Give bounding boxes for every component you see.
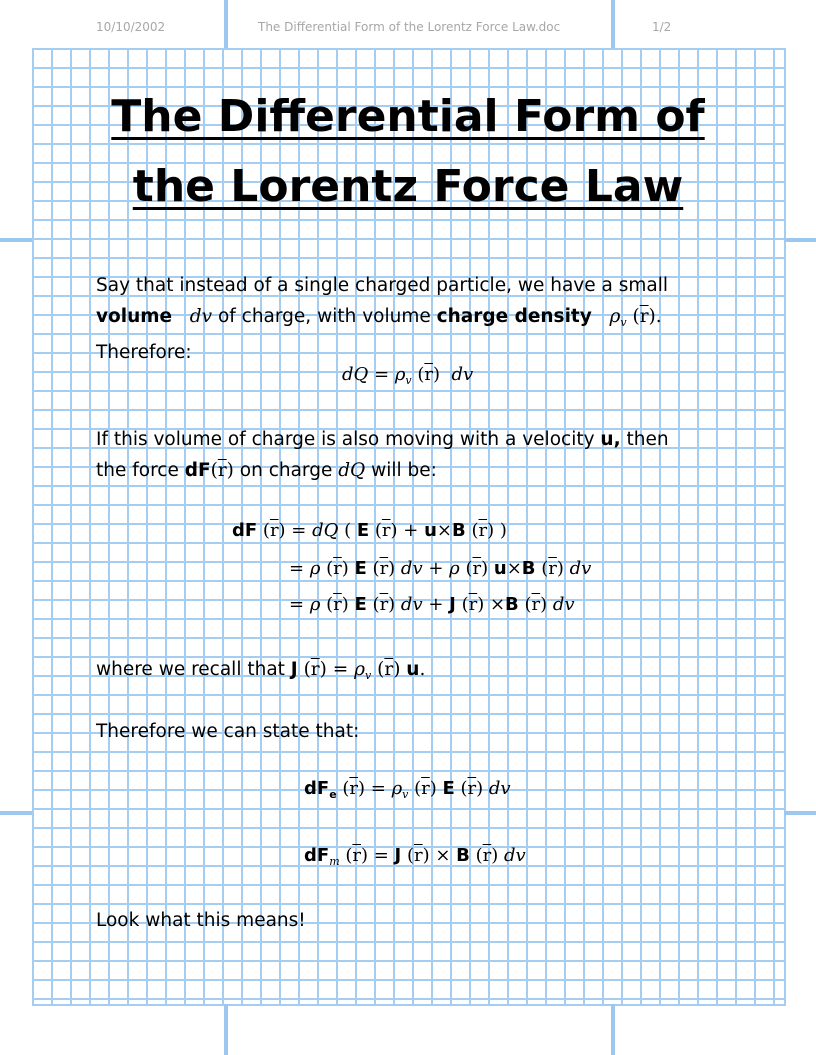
header-divider bbox=[224, 0, 228, 48]
velocity-line-2b: on charge bbox=[233, 459, 339, 481]
equation-force-line-1: dF $(\overline{r})$ = dQ ( E $(\overline{r}) + u\times B$ $(\overline{r})$ ) bbox=[232, 520, 507, 541]
intro-therefore: Therefore: bbox=[96, 342, 192, 363]
margin-tick bbox=[784, 238, 816, 242]
velocity-line-1a: If this volume of charge is also moving with a velocity bbox=[96, 429, 601, 450]
velocity-line-1b: then bbox=[620, 429, 669, 450]
margin-tick bbox=[0, 811, 32, 815]
intro-of-charge: of charge, with volume bbox=[217, 305, 437, 327]
margin-tick bbox=[784, 811, 816, 815]
paragraph-velocity: If this volume of charge is also moving with a velocity u, then the force $dF(\overline{r})$ on charge dQ will be: bbox=[96, 429, 669, 481]
intro-line-1: Say that instead of a single charged particle, we have a small bbox=[96, 275, 668, 296]
equation-dFm: $dF_m$ $(\overline{r}) = J$ $(\overline{r}) \times B$ $(\overline{r})$ dv bbox=[304, 845, 526, 868]
symbol-dF: dF bbox=[184, 459, 211, 481]
equation-dFe: $dF_e$ $(\overline{r}) = \rho_v$ $(\overline{r})$ E $(\overline{r})$ dv bbox=[304, 778, 511, 801]
paragraph-recall bbox=[96, 655, 740, 692]
term-charge-density: charge density bbox=[436, 305, 592, 327]
equation-force-line-3: = ρ $(\overline{r})$ E $(\overline{r})$ dv + J $(\overline{r}) \times B$ $(\overline{r})$ dv bbox=[289, 594, 575, 615]
paragraph-look: Look what this means! bbox=[96, 910, 306, 931]
header-date: 10/10/2002 bbox=[96, 20, 166, 34]
header-filename: The Differential Form of the Lorentz Force Law.doc bbox=[258, 20, 561, 34]
paragraph-state: Therefore we can state that: bbox=[96, 721, 360, 742]
title-line-1: The Differential Form of bbox=[111, 91, 705, 142]
symbol-u: u, bbox=[600, 429, 621, 450]
symbol-rho-v-r: $\rho_v$ $(\overline{r})$. bbox=[609, 305, 662, 329]
symbol-dQ: dQ bbox=[338, 459, 366, 481]
term-volume: volume bbox=[96, 305, 173, 327]
velocity-line-2c: will be: bbox=[365, 459, 437, 481]
margin-tick bbox=[611, 1004, 615, 1055]
header-divider bbox=[611, 0, 615, 48]
header-page-number: 1/2 bbox=[652, 20, 672, 34]
title-line-2: the Lorentz Force Law bbox=[132, 161, 684, 212]
equation-force-line-2: = ρ $(\overline{r})$ E $(\overline{r})$ dv + ρ $(\overline{r})$ u×B $(\overline{r})$ dv bbox=[289, 558, 592, 579]
equation-J: J $(\overline{r}) = \rho_v$ $(\overline{r})$ u. bbox=[290, 659, 426, 682]
margin-tick bbox=[224, 1004, 228, 1055]
equation-dQ: dQ = $\rho_v$ $(\overline{r})$ dv bbox=[342, 364, 474, 387]
margin-tick bbox=[0, 238, 32, 242]
page-title bbox=[32, 82, 784, 222]
velocity-line-2a: the force bbox=[96, 459, 185, 481]
recall-text: where we recall that bbox=[96, 659, 291, 680]
symbol-dv: dv bbox=[189, 305, 213, 327]
paragraph-intro bbox=[96, 271, 740, 369]
